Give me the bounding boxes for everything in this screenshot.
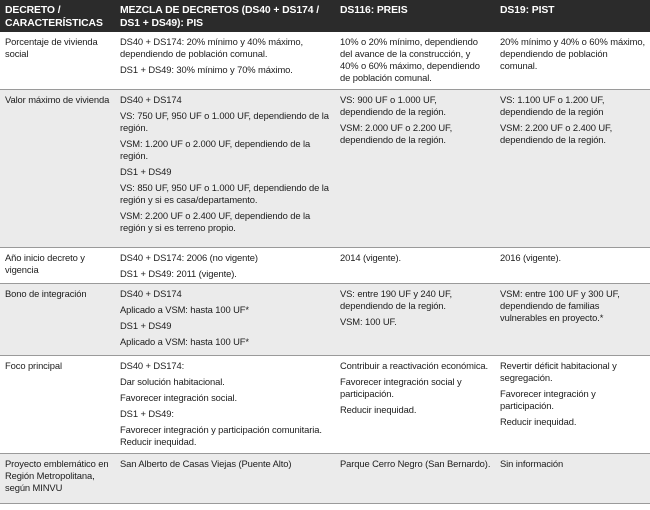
cell-pis: [115, 355, 335, 453]
cell-line: DS40 + DS174: [120, 287, 182, 299]
cell-pist: [495, 355, 650, 453]
cell-line: VSM: 2.200 UF o 2.400 UF, dependiendo de la región y si es terreno propio.: [120, 209, 311, 233]
row-label: Proyecto emblemático en Región Metropolitana, según MINVU: [0, 453, 115, 503]
table-row: [0, 89, 650, 247]
cell-line: VS: 850 UF, 950 UF o 1.000 UF, dependiendo de la región y si es casa/departamento.: [120, 181, 329, 205]
cell-line: Favorecer integración social.: [120, 391, 237, 403]
row-label: Foco principal: [0, 355, 115, 453]
cell-line: VSM: 2.000 UF o 2.200 UF, dependiendo de la región.: [340, 121, 453, 145]
header-row: [0, 0, 650, 32]
cell-line: 2016 (vigente).: [500, 251, 562, 263]
cell-line: DS1 + DS49: [120, 319, 172, 331]
cell-preis: [335, 247, 495, 283]
cell-line: Reducir inequidad.: [340, 403, 417, 415]
cell-line: VSM: 1.200 UF o 2.000 UF, dependiendo de la región.: [120, 137, 311, 161]
table-row: [0, 247, 650, 283]
header-pist: DS19: PIST: [495, 0, 650, 32]
cell-line: VS: entre 190 UF y 240 UF, dependiendo de la región.: [340, 287, 453, 311]
cell-line: VS: 750 UF, 950 UF o 1.000 UF, dependiendo de la región.: [120, 109, 329, 133]
cell-line: VSM: 2.200 UF o 2.400 UF, dependiendo de la región.: [500, 121, 613, 145]
cell-pist: [495, 32, 650, 89]
cell-pis: [115, 247, 335, 283]
cell-line: DS1 + DS49:: [120, 407, 174, 419]
cell-line: Reducir inequidad.: [500, 415, 577, 427]
cell-line: Aplicado a VSM: hasta 100 UF*: [120, 335, 249, 347]
row-label: Bono de integración: [0, 283, 115, 355]
cell-pist: [495, 89, 650, 247]
cell-line: DS40 + DS174: 2006 (no vigente): [120, 251, 258, 263]
header-preis: DS116: PREIS: [335, 0, 495, 32]
cell-line: VS: 1.100 UF o 1.200 UF, dependiendo de la región: [500, 93, 605, 117]
table-row: [0, 32, 650, 89]
cell-pis: [115, 89, 335, 247]
cell-pis: [115, 453, 335, 503]
cell-line: Parque Cerro Negro (San Bernardo).: [340, 457, 491, 469]
cell-line: Contribuir a reactivación económica.: [340, 359, 489, 371]
header-pis: MEZCLA DE DECRETOS (DS40 + DS174 / DS1 + DS49): PIS: [115, 0, 335, 32]
cell-preis: [335, 355, 495, 453]
cell-line: Favorecer integración y participación.: [500, 387, 596, 411]
cell-line: 2014 (vigente).: [340, 251, 402, 263]
cell-line: 10% o 20% mínimo, dependiendo del avance de la construcción, y 40% o 60% máximo, dependiendo de población comunal.: [340, 36, 480, 83]
cell-pis: [115, 283, 335, 355]
cell-preis: [335, 32, 495, 89]
cell-line: Favorecer integración y participación comunitaria. Reducir inequidad.: [120, 423, 322, 447]
cell-preis: [335, 453, 495, 503]
cell-line: VSM: entre 100 UF y 300 UF, dependiendo de familias vulnerables en proyecto.*: [500, 287, 620, 323]
cell-line: DS1 + DS49: 30% mínimo y 70% máximo.: [120, 64, 293, 75]
row-label: Porcentaje de vivienda social: [0, 32, 115, 89]
cell-line: Aplicado a VSM: hasta 100 UF*: [120, 303, 249, 315]
cell-preis: [335, 283, 495, 355]
cell-line: 20% mínimo y 40% o 60% máximo, dependiendo de población comunal.: [500, 36, 645, 71]
table-row: [0, 355, 650, 453]
cell-line: Dar solución habitacional.: [120, 375, 225, 387]
cell-line: VSM: 100 UF.: [340, 315, 397, 327]
cell-preis: [335, 89, 495, 247]
row-label: Valor máximo de vivienda: [0, 89, 115, 247]
cell-line: DS40 + DS174:: [120, 359, 185, 371]
cell-line: DS1 + DS49: 2011 (vigente).: [120, 267, 237, 279]
cell-line: Favorecer integración social y participación.: [340, 375, 462, 399]
row-label: Año inicio decreto y vigencia: [0, 247, 115, 283]
table-row: [0, 453, 650, 503]
header-characteristics: DECRETO / CARACTERÍSTICAS: [0, 0, 115, 32]
cell-line: Sin información: [500, 457, 564, 469]
cell-line: DS1 + DS49: [120, 165, 172, 177]
cell-line: DS40 + DS174: 20% mínimo y 40% máximo, dependiendo de población comunal.: [120, 36, 303, 59]
cell-line: VS: 900 UF o 1.000 UF, dependiendo de la región.: [340, 93, 446, 117]
cell-line: DS40 + DS174: [120, 93, 182, 105]
table-row: [0, 283, 650, 355]
cell-line: Revertir déficit habitacional y segregación.: [500, 359, 617, 383]
cell-pist: [495, 247, 650, 283]
cell-pis: [115, 32, 335, 89]
cell-pist: [495, 453, 650, 503]
cell-pist: [495, 283, 650, 355]
cell-line: San Alberto de Casas Viejas (Puente Alto): [120, 457, 292, 469]
